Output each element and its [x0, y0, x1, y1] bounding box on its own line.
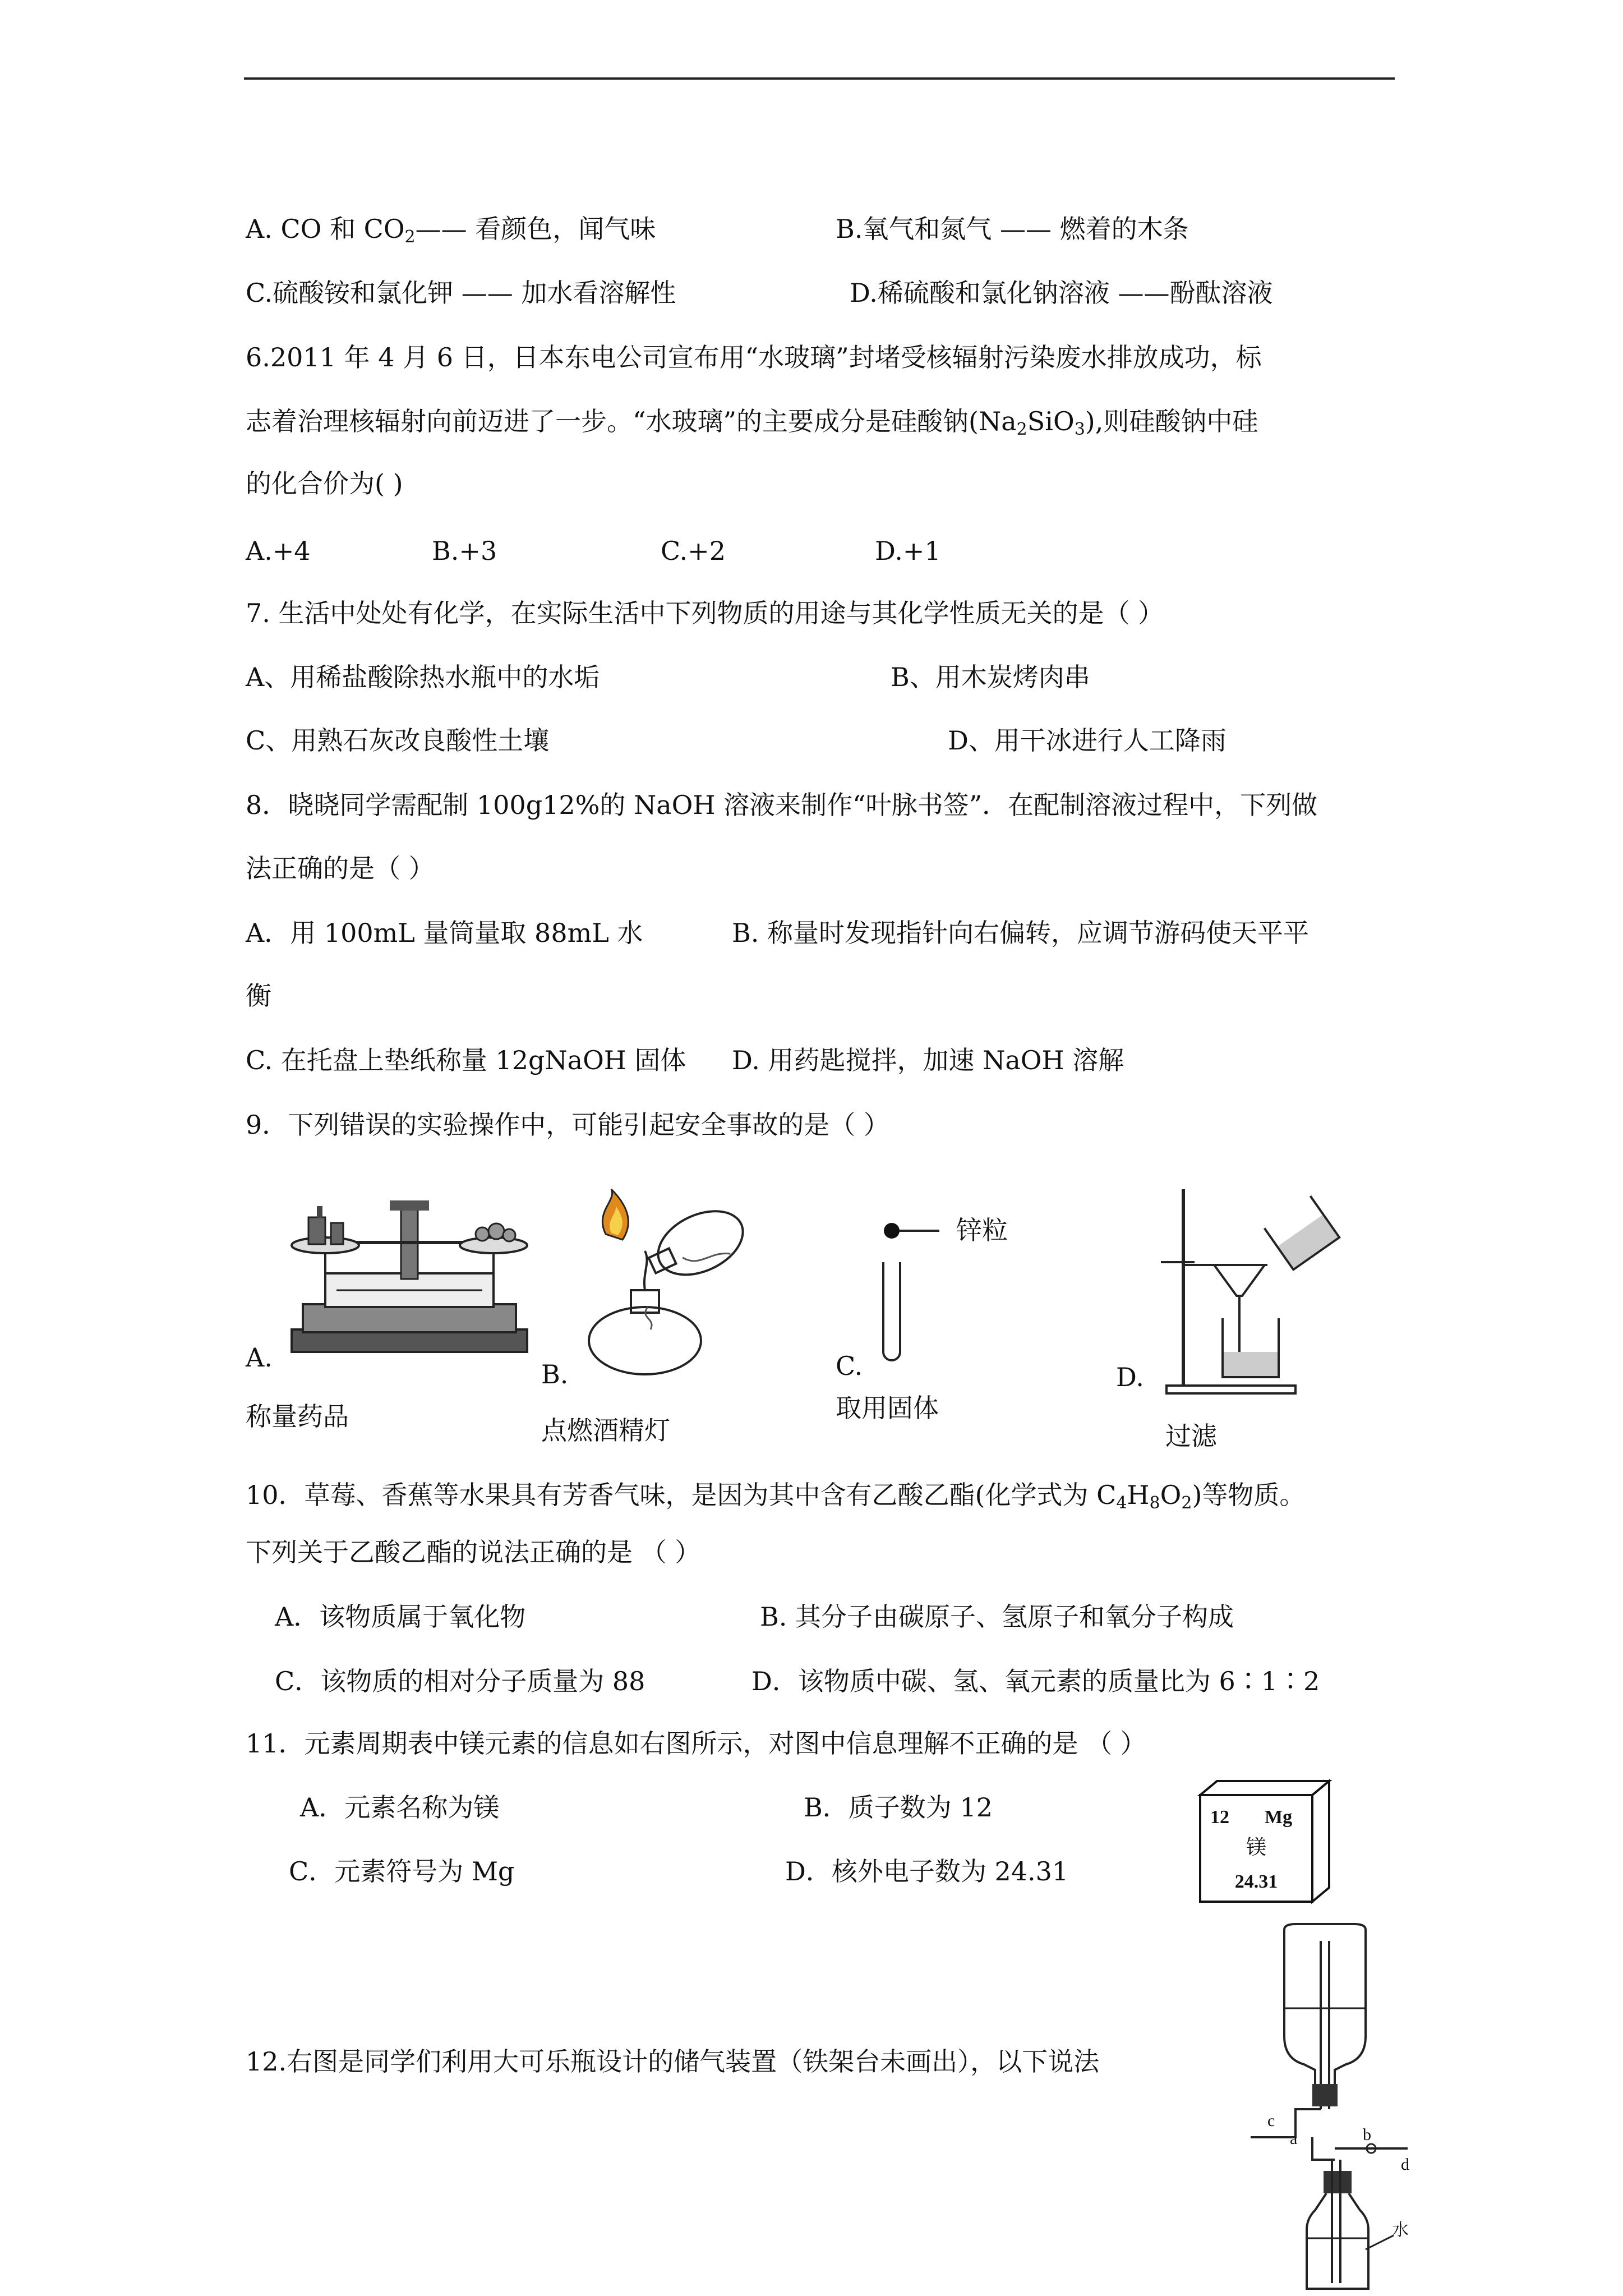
q11-option-c: C．元素符号为 Mg [289, 1856, 515, 1887]
header-rule [244, 77, 1395, 80]
q8-option-a: A．用 100mL 量筒量取 88mL 水 [246, 918, 643, 948]
card-atomic-number: 12 [1210, 1807, 1229, 1828]
q6-option-d: D.+1 [875, 536, 941, 566]
q9-d-letter: D. [1116, 1362, 1144, 1392]
gas-storage-apparatus [1251, 1924, 1436, 2294]
q11-option-b: B．质子数为 12 [804, 1792, 993, 1823]
q12-stem: 12.右图是同学们利用大可乐瓶设计的储气装置（铁架台未画出），以下说法 [246, 2046, 1100, 2077]
q7-option-a: A、用稀盐酸除热水瓶中的水垢 [246, 662, 600, 692]
apparatus-label-b: b [1363, 2125, 1371, 2144]
apparatus-label-d: d [1401, 2155, 1409, 2174]
q10-stem-line1: 10．草莓、香蕉等水果具有芳香气味，是因为其中含有乙酸乙酯(化学式为 $C_4H_8O_2$)等物质。 [246, 1480, 1306, 1513]
q5-option-b: B.氧气和氮气 —— 燃着的木条 [836, 214, 1189, 244]
card-element-name: 镁 [1246, 1836, 1267, 1859]
q8-stem-line1: 8．晓晓同学需配制 100g12%的 NaOH 溶液来制作“叶脉书签”．在配制溶液过程中，下列做 [246, 790, 1318, 820]
q8-option-d: D. 用药匙搅拌，加速 NaOH 溶解 [732, 1045, 1124, 1075]
q6-option-a: A.+4 [246, 536, 311, 566]
q9-b-letter: B. [541, 1359, 569, 1389]
q10-option-d: D．该物质中碳、氢、氧元素的质量比为 6∶1∶2 [751, 1666, 1320, 1696]
q9-c-label: 锌粒 [956, 1215, 1008, 1245]
q9-a-caption: 称量药品 [246, 1401, 349, 1432]
q6-stem-line1: 6.2011 年 4 月 6 日，日本东电公司宣布用“水玻璃”封堵受核辐射污染废水排放成功，标 [246, 342, 1262, 372]
q7-option-d: D、用干冰进行人工降雨 [948, 725, 1227, 756]
test-tube-figure [875, 1200, 942, 1380]
q9-stem: 9．下列错误的实验操作中，可能引起安全事故的是（ ） [246, 1110, 889, 1140]
balance-figure [286, 1184, 533, 1363]
q7-stem: 7. 生活中处处有化学，在实际生活中下列物质的用途与其化学性质无关的是（ ） [246, 598, 1164, 628]
filtration-figure [1161, 1184, 1352, 1397]
apparatus-label-a: a [1290, 2129, 1298, 2148]
alcohol-lamp-figure [583, 1189, 763, 1374]
apparatus-label-c: c [1267, 2111, 1275, 2130]
q8-option-b: B. 称量时发现指针向右偏转，应调节游码使天平平 [732, 918, 1310, 948]
q8-stem-line2: 法正确的是（ ） [246, 853, 435, 884]
q10-option-b: B. 其分子由碳原子、氢原子和氧分子构成 [760, 1602, 1234, 1632]
q9-b-caption: 点燃酒精灯 [541, 1415, 670, 1446]
q6-stem-line2: 志着治理核辐射向前迈进了一步。“水玻璃”的主要成分是硅酸钠$(Na_2SiO_3)$,则硅酸钠中硅 [246, 406, 1258, 439]
q6-option-b: B.+3 [432, 536, 497, 566]
q5-option-d: D.稀硫酸和氯化钠溶液 ——酚酞溶液 [850, 278, 1273, 308]
q9-a-letter: A. [246, 1342, 273, 1373]
q9-c-caption: 取用固体 [836, 1393, 939, 1423]
q7-option-b: B、用木炭烤肉串 [891, 662, 1090, 692]
q9-c-letter: C. [836, 1351, 863, 1381]
q5-option-c: C.硫酸铵和氯化钾 —— 加水看溶解性 [246, 278, 676, 308]
q10-stem-line2: 下列关于乙酸乙酯的说法正确的是 （ ） [246, 1537, 701, 1567]
q7-option-c: C、用熟石灰改良酸性土壤 [246, 725, 550, 756]
q8-option-b-continued: 衡 [246, 981, 271, 1011]
q10-option-c: C．该物质的相对分子质量为 88 [275, 1666, 645, 1696]
card-atomic-mass: 24.31 [1234, 1871, 1278, 1892]
q5-option-a: A. CO 和 $CO_2——$ 看颜色，闻气味 [246, 214, 656, 247]
q11-stem: 11．元素周期表中镁元素的信息如右图所示，对图中信息理解不正确的是 （ ） [246, 1728, 1146, 1759]
q10-option-a: A．该物质属于氧化物 [275, 1602, 526, 1632]
q8-option-c: C. 在托盘上垫纸称量 12gNaOH 固体 [246, 1045, 686, 1075]
q11-option-d: D．核外电子数为 24.31 [785, 1856, 1069, 1887]
q9-d-caption: 过滤 [1165, 1421, 1217, 1451]
card-symbol: Mg [1265, 1807, 1293, 1828]
apparatus-label-water: 水 [1392, 2220, 1409, 2240]
magnesium-element-card [1195, 1778, 1335, 1904]
q6-stem-line3: 的化合价为( ) [246, 468, 403, 499]
q11-option-a: A．元素名称为镁 [300, 1792, 500, 1823]
q6-option-c: C.+2 [661, 536, 726, 566]
